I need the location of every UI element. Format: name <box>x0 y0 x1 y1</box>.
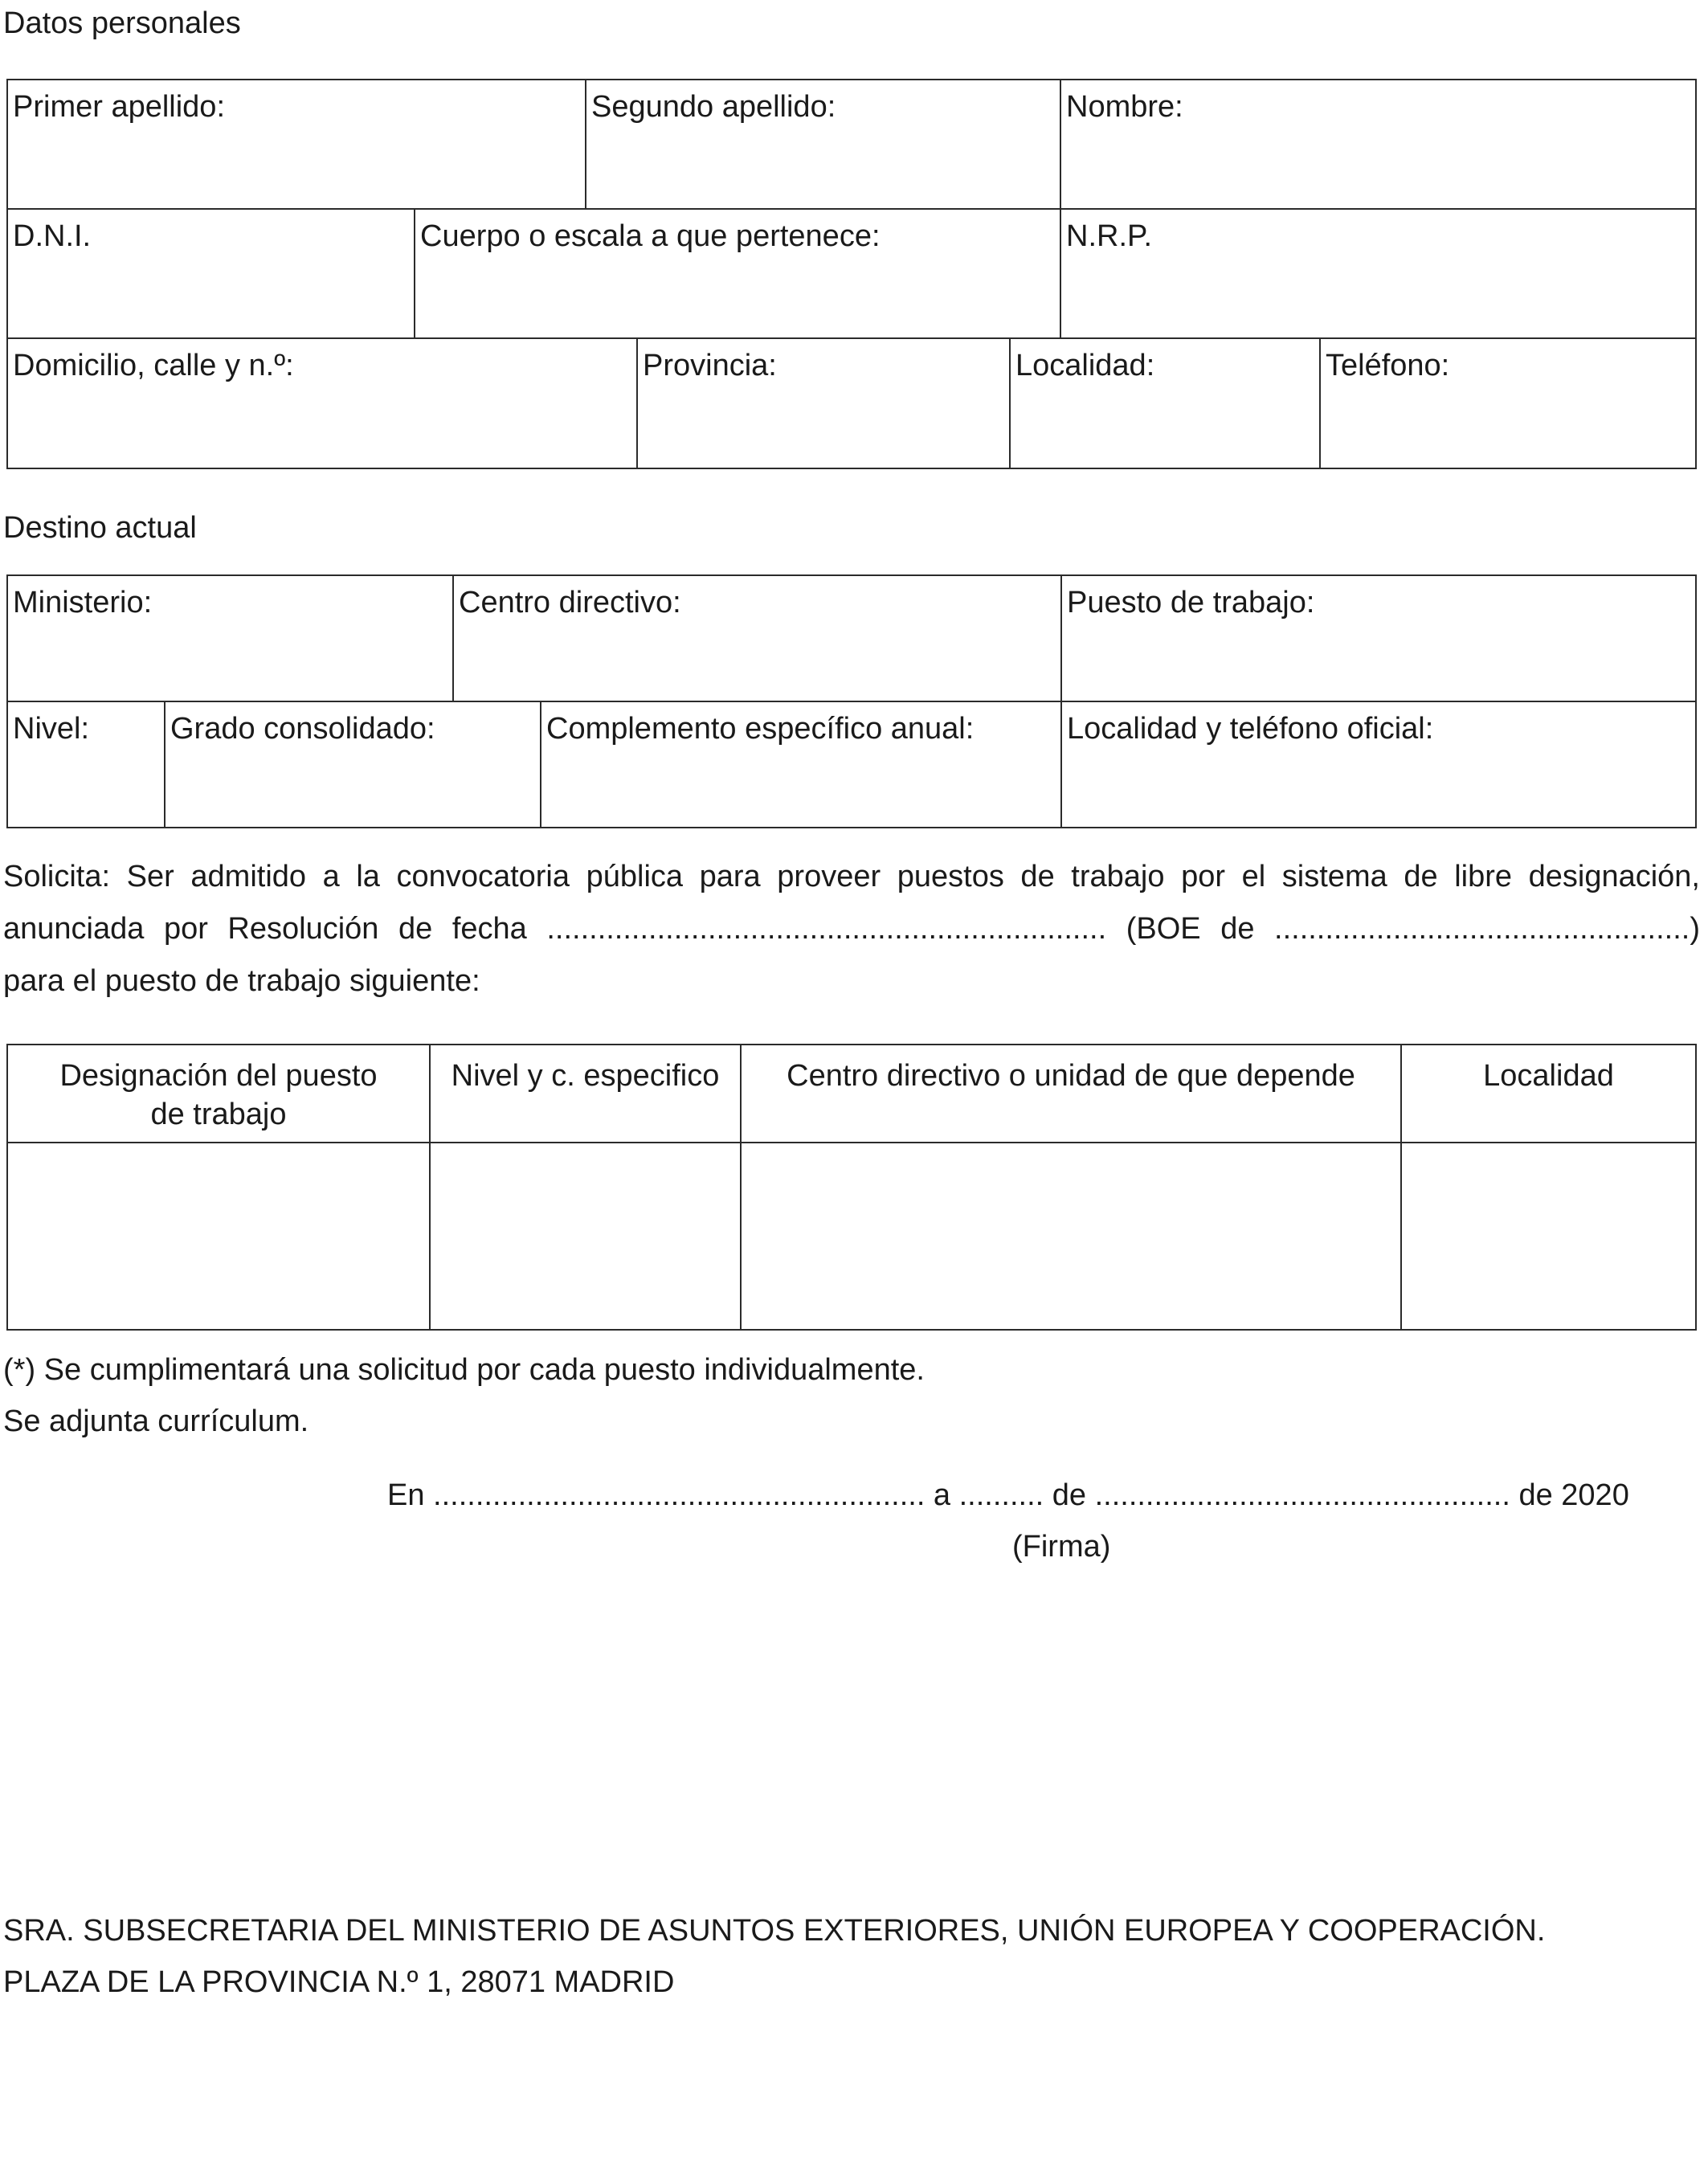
field-complemento-especifico[interactable] <box>540 701 1062 828</box>
note-one-request-per-post: (*) Se cumplimentará una solicitud por cada puesto individualmente. <box>3 1353 925 1387</box>
field-provincia[interactable] <box>636 337 1011 469</box>
request-paragraph <box>3 851 1700 1008</box>
note-cv-attached: Se adjunta currículum. <box>3 1404 309 1438</box>
field-centro-directivo[interactable] <box>452 574 1062 702</box>
field-label: Cuerpo o escala a que pertenece: <box>420 219 881 253</box>
signature-label: (Firma) <box>1012 1530 1111 1564</box>
field-label: Localidad: <box>1015 349 1155 382</box>
request-line: anunciada por Resolución de fecha .................................................................. (BOE de .................................................) <box>3 912 1700 946</box>
field-dni[interactable] <box>6 208 415 339</box>
field-puesto-trabajo[interactable] <box>1060 574 1697 702</box>
table-header-label: Localidad <box>1483 1059 1614 1093</box>
field-domicilio[interactable] <box>6 337 638 469</box>
field-label: Teléfono: <box>1326 349 1450 382</box>
field-label: Grado consolidado: <box>170 712 435 746</box>
field-nivel[interactable] <box>6 701 165 828</box>
field-label: Primer apellido: <box>13 90 225 124</box>
field-primer-apellido[interactable] <box>6 79 586 210</box>
place-date-line: En .......................................................... a .......... de ................................................. de 2020 <box>387 1478 1629 1512</box>
field-cuerpo-escala[interactable] <box>414 208 1061 339</box>
table-cell-localidad[interactable] <box>1400 1142 1697 1331</box>
field-grado-consolidado[interactable] <box>164 701 541 828</box>
field-label: Nivel: <box>13 712 90 746</box>
field-label: D.N.I. <box>13 219 92 253</box>
table-cell-nivel[interactable] <box>429 1142 742 1331</box>
table-header-nivel <box>429 1044 742 1143</box>
field-label: Centro directivo: <box>459 586 681 619</box>
table-header-label: Nivel y c. especifico <box>451 1059 720 1093</box>
table-header-localidad <box>1400 1044 1697 1143</box>
field-localidad[interactable] <box>1009 337 1321 469</box>
field-label: Segundo apellido: <box>591 90 836 124</box>
field-label: Complemento específico anual: <box>546 712 975 746</box>
table-header-designacion <box>6 1044 431 1143</box>
table-cell-centro[interactable] <box>740 1142 1402 1331</box>
section-title-personal-data: Datos personales <box>3 6 241 40</box>
field-nombre[interactable] <box>1060 79 1697 210</box>
table-header-label: Designación del puesto de trabajo <box>59 1059 378 1131</box>
field-label: Ministerio: <box>13 586 153 619</box>
address-line: PLAZA DE LA PROVINCIA N.º 1, 28071 MADRID <box>3 1965 675 1999</box>
section-title-current-post: Destino actual <box>3 511 197 545</box>
addressee-line: SRA. SUBSECRETARIA DEL MINISTERIO DE ASUNTOS EXTERIORES, UNIÓN EUROPEA Y COOPERACIÓN. <box>3 1914 1546 1948</box>
request-line: para el puesto de trabajo siguiente: <box>3 964 480 998</box>
table-cell-designacion[interactable] <box>6 1142 431 1331</box>
field-telefono[interactable] <box>1319 337 1697 469</box>
field-ministerio[interactable] <box>6 574 454 702</box>
table-header-label: Centro directivo o unidad de que depende <box>787 1059 1355 1093</box>
field-label: Localidad y teléfono oficial: <box>1067 712 1434 746</box>
field-label: N.R.P. <box>1066 219 1153 253</box>
field-label: Domicilio, calle y n.º: <box>13 349 294 382</box>
field-label: Provincia: <box>643 349 777 382</box>
field-nrp[interactable] <box>1060 208 1697 339</box>
field-label: Nombre: <box>1066 90 1183 124</box>
request-line: Solicita: Ser admitido a la convocatoria pública para proveer puestos de trabajo por el sistema de libre designación, <box>3 860 1700 893</box>
field-label: Puesto de trabajo: <box>1067 586 1315 619</box>
table-header-centro <box>740 1044 1402 1143</box>
field-localidad-telefono-oficial[interactable] <box>1060 701 1697 828</box>
field-segundo-apellido[interactable] <box>585 79 1061 210</box>
